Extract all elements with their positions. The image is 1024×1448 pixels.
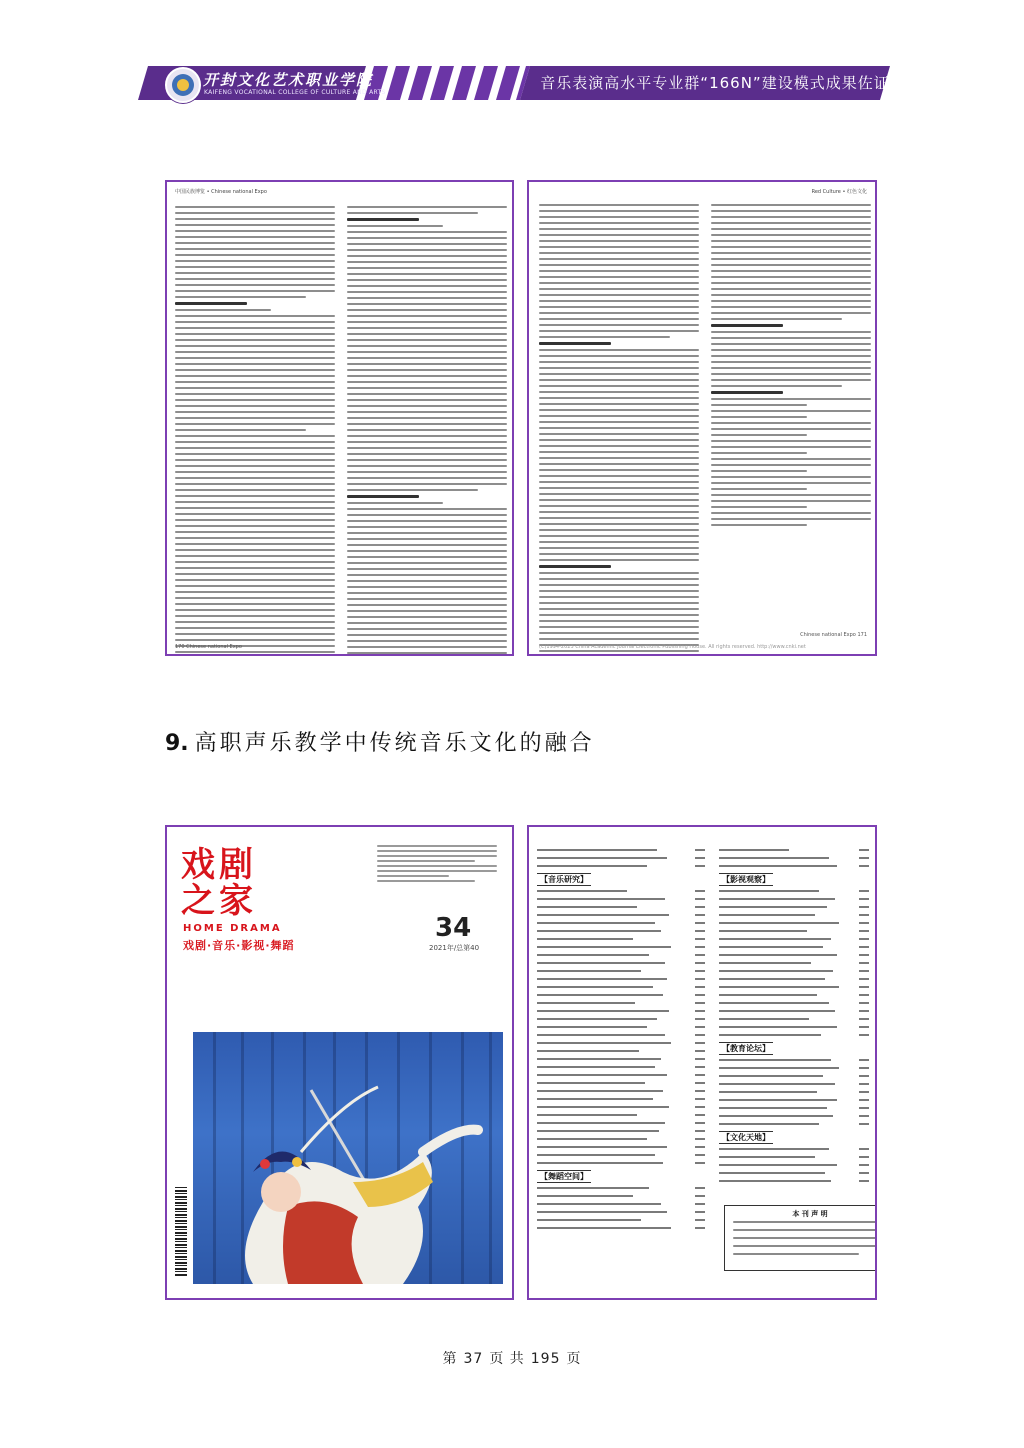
magazine-cover-scan <box>165 825 514 1300</box>
statement-title: 本 刊 声 明 <box>792 1210 828 1218</box>
page-footer <box>0 1348 1024 1368</box>
table-of-contents-scan <box>527 825 877 1300</box>
copyright-line: (C)1994-2023 China Academic Journal Electronic Publishing House. All rights reserved. http://www.cnki.net <box>539 644 806 650</box>
journal-statement-box <box>724 1205 877 1271</box>
section-number: 9. <box>165 731 189 756</box>
logo-char: 家 <box>219 881 253 921</box>
publication-info <box>377 845 497 885</box>
logo-char: 之 <box>181 881 215 921</box>
magazine-logo <box>181 847 287 919</box>
performer-figure-icon <box>193 1032 503 1284</box>
footer-prefix: 第 <box>442 1351 458 1367</box>
text-column-1 <box>539 204 699 656</box>
page-number: 170 Chinese national Expo <box>175 644 242 650</box>
magazine-tagline: 戏剧·音乐·影视·舞蹈 <box>183 939 295 952</box>
toc-section-education: 【教育论坛】 <box>719 1042 869 1054</box>
toc-section-culture: 【文化天地】 <box>719 1131 869 1143</box>
header-title: 音乐表演高水平专业群“166N”建设模式成果佐证 <box>540 74 890 92</box>
barcode-icon <box>175 1187 187 1277</box>
total-pages: 195 <box>530 1351 561 1367</box>
current-page-number: 37 <box>463 1351 484 1367</box>
running-head: 中国民族博览 • Chinese national Expo <box>175 189 267 195</box>
opera-performer-photo <box>193 1032 503 1284</box>
toc-section-film: 【影视观察】 <box>719 873 869 885</box>
text-column-2 <box>711 204 871 530</box>
article-page-right-scan <box>527 180 877 656</box>
logo-char: 戏 <box>181 845 215 885</box>
magazine-subtitle: HOME DRAMA <box>183 923 282 934</box>
section-title-text: 高职声乐教学中传统音乐文化的融合 <box>194 731 595 756</box>
page-number: Chinese national Expo 171 <box>800 632 867 638</box>
text-column-2 <box>347 206 507 656</box>
article-page-left-scan <box>165 180 514 656</box>
issue-number: 34 <box>435 913 472 943</box>
toc-section-dance: 【舞蹈空间】 <box>537 1170 705 1182</box>
footer-suffix: 页 <box>566 1351 582 1367</box>
toc-column-left <box>537 847 705 1233</box>
section-heading <box>165 726 595 757</box>
text-column-1 <box>175 206 335 656</box>
college-name-cn: 开封文化艺术职业学院 <box>203 71 374 89</box>
toc-column-right <box>719 847 869 1186</box>
footer-middle: 页 共 <box>489 1351 525 1367</box>
college-logo <box>165 67 201 103</box>
logo-char: 剧 <box>219 845 253 885</box>
running-head: Red Culture • 红色文化 <box>811 189 867 195</box>
issue-year: 2021年/总第40 <box>429 944 480 952</box>
college-name-en: KAIFENG VOCATIONAL COLLEGE OF CULTURE AND ARTS <box>204 89 386 96</box>
toc-section-music: 【音乐研究】 <box>537 873 705 885</box>
logo-core-icon <box>177 79 189 91</box>
